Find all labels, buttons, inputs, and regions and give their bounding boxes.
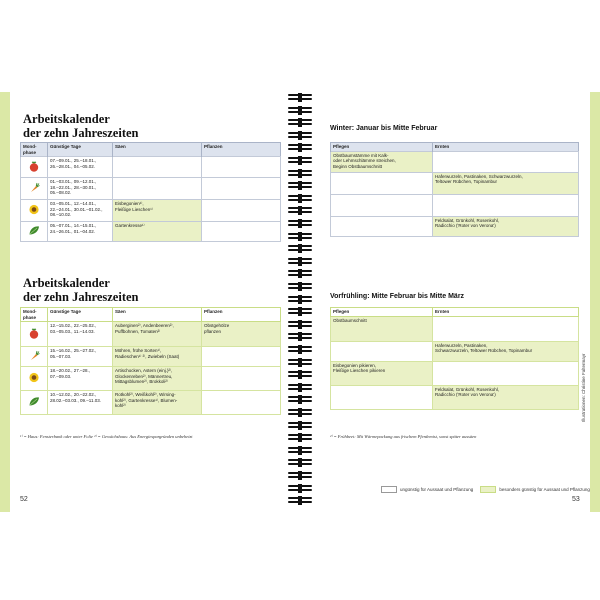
spiral-loop [288,207,312,215]
cell-saeen [113,178,202,200]
spiral-loop [288,132,312,140]
col-ernten: Ernten [433,143,579,152]
cell-guenstige-tage: 12.–15.02., 22.–25.02., 03.–05.03., 11.–14.03. [48,322,113,347]
table-row [331,316,579,341]
cell-pflanzen [202,367,281,391]
sunflower-icon [21,367,48,391]
spiral-binding [287,92,313,512]
table-row [331,385,579,409]
cell-saeen: Rotkohl²⁾, Weißkohl²⁾, Wirsing- kohl²⁾, Gartenkresse¹⁾, Blumen- kohl²⁾ [113,391,202,415]
table-row [21,391,281,415]
spiral-loop [288,107,312,115]
winter-care-table [330,142,579,237]
cell-pflanzen [202,178,281,200]
spiral-loop [288,182,312,190]
cell-ernten [433,316,579,341]
spiral-loop [288,384,312,392]
cell-guenstige-tage: 18.–20.02., 27.–28., 07.–09.03. [48,367,113,391]
cell-ernten [433,194,579,216]
spiral-loop [288,447,312,455]
col-ernten: Ernten [433,308,579,317]
spiral-loop [288,359,312,367]
cell-pflanzen [202,157,281,178]
tomato-icon [21,322,48,347]
table-row [331,151,579,172]
spiral-loop [288,195,312,203]
cell-saeen: Möhren, frühe Sorten¹⁾, Radieschen¹⁾ ²⁾, Zwiebeln (Saat) [113,347,202,367]
page-number-left: 52 [20,496,28,503]
col-saeen: Säen [113,308,202,322]
spring-care-table [330,307,579,410]
spiral-loop [288,422,312,430]
spiral-loop [288,245,312,253]
table-row [21,322,281,347]
col-guenstige-tage: Günstige Tage [48,143,113,157]
spiral-loop [288,258,312,266]
table-row [331,172,579,194]
cell-pflegen: Obstbaumschnitt [331,316,433,341]
spiral-loop [288,157,312,165]
legend-swatch-favorable [480,486,496,493]
spiral-loop [288,346,312,354]
cell-guenstige-tage: 10.–12.02., 20.–22.02., 28.02.–03.03., 09.–11.03. [48,391,113,415]
spiral-loop [288,270,312,278]
table-row [21,222,281,242]
cell-pflanzen [202,347,281,367]
col-pflanzen: Pflanzen [202,308,281,322]
col-pflanzen: Pflanzen [202,143,281,157]
spiral-loop [288,144,312,152]
illustration-credit: Illustrationen: Christine Faltermayr [581,353,586,422]
cell-pflegen [331,216,433,236]
cell-pflanzen [202,222,281,242]
legend-label-favorable: besonders günstig für Aussaat und Pflanzung [499,487,590,492]
legend [381,486,590,493]
spiral-loop [288,308,312,316]
cell-pflegen [331,172,433,194]
cell-guenstige-tage: 03.–05.01., 12.–14.01., 22.–24.01., 30.01.–01.02., 08.–10.02. [48,200,113,222]
winter-moon-table [20,142,281,242]
spiral-loop [288,409,312,417]
spiral-loop [288,283,312,291]
cell-saeen: Gartenkresse¹⁾ [113,222,202,242]
carrot-icon [21,347,48,367]
left-page [0,92,287,512]
table-row [331,194,579,216]
cell-ernten: Feldsalat, Grünkohl, Rosenkohl, Radicchio ('Roter von Verona') [433,385,579,409]
table-row [21,200,281,222]
table-row [331,361,579,385]
spiral-loop [288,371,312,379]
table-row [331,216,579,236]
table-row [21,157,281,178]
col-guenstige-tage: Günstige Tage [48,308,113,322]
cell-ernten [433,361,579,385]
spiral-loop [288,497,312,505]
spiral-loop [288,296,312,304]
spiral-loop [288,485,312,493]
right-footnote: ²⁾ = Frühbeet: Mit Wärmepackung aus frischem Pferdemist, sonst später aussäen [330,434,477,439]
cell-saeen [113,157,202,178]
cell-guenstige-tage: 15.–16.02., 25.–27.02., 05.–07.03. [48,347,113,367]
cell-pflegen [331,341,433,361]
spiral-loop [288,170,312,178]
carrot-icon [21,178,48,200]
cell-pflegen [331,385,433,409]
spiral-loop [288,119,312,127]
left-footnote: ¹⁾ = Haus: Fensterbank oder unter Folie ²⁾ = Gewächshaus: Aus Energiespargründen unbeheizt [20,434,193,439]
sunflower-icon [21,200,48,222]
winter-season-title: Winter: Januar bis Mitte Februar [330,125,438,132]
table-row [331,341,579,361]
spiral-loop [288,233,312,241]
cell-pflanzen [202,200,281,222]
cell-ernten: Haferwurzeln, Pastinaken, Schwarzwurzeln, Teltower Rübchen, Topinambur [433,172,579,194]
cell-pflanzen [202,391,281,415]
legend-label-unfavorable: ungünstig für Aussaat und Pflanzung [400,487,474,492]
table-row [21,178,281,200]
cell-guenstige-tage: 01.–03.01., 09.–12.01., 18.–22.01., 28.–30.01., 05.–08.02. [48,178,113,200]
spiral-loop [288,459,312,467]
spiral-loop [288,220,312,228]
cell-guenstige-tage: 07.–09.01., 25.–18.01., 26.–28.01., 04.–05.02. [48,157,113,178]
tomato-icon [21,157,48,178]
cell-saeen: Eisbegonien¹⁾, Fleißige Lieschen¹⁾ [113,200,202,222]
legend-swatch-unfavorable [381,486,397,493]
leaf-icon [21,391,48,415]
spiral-loop [288,321,312,329]
cell-saeen: Artischocken, Astern (einj.)²⁾, Glockenreben²⁾, Männertreu, Mittagsblumen²⁾, Brokkoli²⁾ [113,367,202,391]
col-pflegen: Pflegen [331,143,433,152]
cell-pflanzen: Obstgehölze pflanzen [202,322,281,347]
col-mondphase: Mond- phase [21,308,48,322]
col-mondphase: Mond- phase [21,143,48,157]
cell-pflegen [331,194,433,216]
spring-moon-table [20,307,281,415]
spiral-loop [288,396,312,404]
cell-pflegen: Obstbaumstämme mit Kalk- oder Lehmschlämme streichen, Beginn Obstbaumschnitt [331,151,433,172]
cell-pflegen: Eisbegonien pikieren, Fleißige Lieschen pikieren [331,361,433,385]
col-saeen: Säen [113,143,202,157]
cell-ernten: Feldsalat, Grünkohl, Rosenkohl, Radicchio ('Roter von Verona') [433,216,579,236]
spiral-loop [288,333,312,341]
spiral-loop [288,94,312,102]
col-pflegen: Pflegen [331,308,433,317]
spring-season-title: Vorfrühling: Mitte Februar bis Mitte März [330,293,465,300]
cell-ernten: Haferwurzeln, Pastinaken, Schwarzwurzeln, Teltower Rübchen, Topinambur [433,341,579,361]
right-page [313,92,600,512]
spring-calendar-title: Arbeitskalender der zehn Jahreszeiten [23,276,139,304]
page-number-right: 53 [572,496,580,503]
table-row [21,367,281,391]
cell-ernten [433,151,579,172]
cell-guenstige-tage: 05.–07.01., 14.–15.01., 24.–26.01., 01.–04.02. [48,222,113,242]
cell-saeen: Auberginen²⁾, Andenbeeren²⁾, Puffbohnen, Tomaten²⁾ [113,322,202,347]
leaf-icon [21,222,48,242]
spiral-loop [288,434,312,442]
spiral-loop [288,472,312,480]
winter-calendar-title: Arbeitskalender der zehn Jahreszeiten [23,112,139,140]
table-row [21,347,281,367]
